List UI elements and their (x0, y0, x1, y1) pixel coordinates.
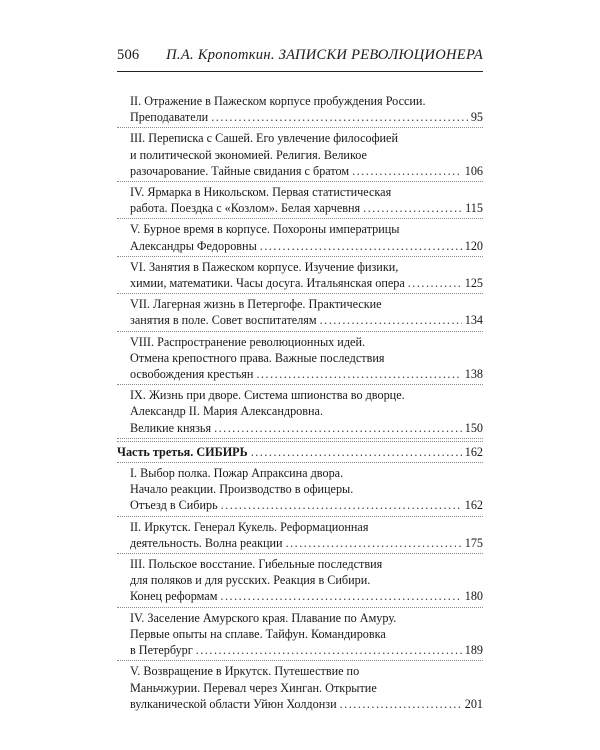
toc-line (117, 334, 483, 350)
toc-line (117, 588, 483, 604)
toc-line-text: III. Переписка с Сашей. Его увлечение философией (130, 131, 398, 146)
toc-page-number: 175 (464, 535, 483, 550)
toc-line-text: III. Польское восстание. Гибельные последствия (130, 557, 383, 572)
toc-line (117, 296, 483, 312)
toc-line (117, 238, 483, 254)
dot-leader (260, 238, 462, 254)
toc-line (117, 497, 483, 513)
toc-line-text: Александр II. Мария Александровна. (130, 404, 323, 419)
toc-line (117, 696, 483, 712)
toc-line (117, 312, 483, 328)
toc-line (117, 130, 483, 146)
toc-entry (117, 184, 483, 219)
toc-line-text: IX. Жизнь при дворе. Система шпионства во дворце. (130, 388, 405, 403)
toc-line-text: для поляков и для русских. Реакция в Сибири. (130, 573, 371, 588)
toc-line-text: занятия в поле. Совет воспитателям (130, 313, 317, 328)
toc-line (117, 147, 483, 163)
toc-line-text: Великие князья (130, 420, 212, 435)
toc-line-text: II. Отражение в Пажеском корпусе пробуждения России. (130, 94, 426, 108)
toc-page-number: 201 (464, 696, 483, 711)
dot-leader (286, 535, 462, 551)
toc-line (117, 465, 483, 481)
toc-line (117, 350, 483, 366)
toc-line-text: работа. Поездка с «Козлом». Белая харчевня (130, 201, 361, 216)
toc-line-text: V. Возвращение в Иркутск. Путешествие по (130, 664, 360, 679)
toc-line (117, 610, 483, 626)
running-head: П.А. Кропоткин. ЗАПИСКИ РЕВОЛЮЦИОНЕРА (166, 47, 483, 63)
toc-line-text: II. Иркутск. Генерал Кукель. Реформационная (130, 519, 369, 534)
toc-line (117, 680, 483, 696)
toc-line-text: Преподаватели (130, 110, 209, 125)
toc-line (117, 444, 483, 460)
toc-line (117, 163, 483, 179)
dot-leader (408, 275, 462, 291)
toc-line (117, 481, 483, 497)
toc-entry (117, 259, 483, 294)
toc-line-text: IV. Ярмарка в Никольском. Первая статистическая (130, 185, 392, 200)
toc-line (117, 109, 483, 125)
toc-entry (117, 519, 483, 554)
toc-line (117, 572, 483, 588)
toc-line (117, 275, 483, 291)
toc-line (117, 556, 483, 572)
toc-line-text: и политической экономией. Религия. Великое (130, 147, 367, 162)
toc-line (117, 403, 483, 419)
toc-line-text: I. Выбор полка. Пожар Апраксина двора. (130, 466, 344, 481)
toc-line (117, 535, 483, 551)
toc-line-text: Первые опыты на сплаве. Тайфун. Командировка (130, 626, 386, 641)
toc-entry (117, 610, 483, 662)
dot-leader (220, 588, 461, 604)
toc-line-text: VI. Занятия в Пажеском корпусе. Изучение физики, (130, 259, 399, 274)
toc-page-number: 162 (464, 444, 483, 459)
toc-line-text: разочарование. Тайные свидания с братом (130, 163, 350, 178)
toc-page-number: 138 (464, 367, 483, 382)
dot-leader (214, 420, 462, 436)
toc-line (117, 184, 483, 200)
dot-leader (363, 200, 462, 216)
dot-leader (320, 312, 462, 328)
toc-line (117, 626, 483, 642)
toc-line (117, 519, 483, 535)
toc-page-number: 125 (464, 276, 483, 291)
toc-line-text: вулканической области Уйюн Холдонзи (130, 696, 337, 711)
page-header (117, 47, 483, 72)
toc-line-text: Отъезд в Сибирь (130, 498, 218, 513)
toc-page-number: 189 (464, 643, 483, 658)
dot-leader (221, 497, 462, 513)
toc-line (117, 387, 483, 403)
toc-entry (117, 296, 483, 331)
toc-line (117, 366, 483, 382)
toc-line-text: Начало реакции. Производство в офицеры. (130, 482, 354, 497)
toc-page-number: 162 (464, 498, 483, 513)
toc-entry (117, 556, 483, 608)
toc-line (117, 221, 483, 237)
toc-line (117, 93, 483, 109)
toc-line (117, 663, 483, 679)
toc-line (117, 420, 483, 436)
toc-line-text: Александры Федоровны (130, 238, 257, 253)
table-of-contents (117, 93, 483, 716)
toc-page-number: 180 (464, 589, 483, 604)
toc-page-number: 115 (465, 201, 483, 216)
toc-line-text: освобождения крестьян (130, 367, 254, 382)
toc-page-number: 95 (470, 110, 483, 125)
dot-leader (251, 444, 462, 460)
page-number: 506 (117, 47, 140, 63)
toc-line-text: IV. Заселение Амурского края. Плавание по Амуру. (130, 610, 397, 625)
toc-page-number: 106 (464, 163, 483, 178)
toc-line-text: Конец реформам (130, 589, 218, 604)
toc-line-text: V. Бурное время в корпусе. Похороны императрицы (130, 222, 400, 237)
toc-page-number: 150 (464, 420, 483, 435)
dot-leader (352, 163, 462, 179)
toc-line-text: VII. Лагерная жизнь в Петергофе. Практические (130, 297, 382, 312)
dot-leader (196, 642, 462, 658)
dot-leader (340, 696, 462, 712)
toc-page-number: 134 (464, 313, 483, 328)
toc-line-text: Часть третья. СИБИРЬ (117, 444, 248, 459)
toc-line-text: химии, математики. Часы досуга. Итальянская опера (130, 276, 405, 291)
toc-page-number: 120 (464, 238, 483, 253)
toc-entry (117, 93, 483, 128)
toc-line (117, 200, 483, 216)
toc-entry (117, 387, 483, 439)
dot-leader (256, 366, 461, 382)
toc-line-text: VIII. Распространение революционных идей. (130, 334, 366, 349)
toc-line-text: Маньчжурии. Перевал через Хинган. Открытие (130, 680, 377, 695)
toc-line-text: в Петербург (130, 643, 193, 658)
toc-line-text: деятельность. Волна реакции (130, 535, 283, 550)
dot-leader (211, 109, 468, 125)
toc-line (117, 259, 483, 275)
toc-line (117, 642, 483, 658)
toc-entry (117, 334, 483, 386)
toc-part-heading (117, 441, 483, 463)
toc-entry (117, 663, 483, 714)
toc-entry (117, 130, 483, 182)
toc-line-text: Отмена крепостного права. Важные последствия (130, 350, 385, 365)
toc-entry (117, 465, 483, 517)
toc-entry (117, 221, 483, 256)
